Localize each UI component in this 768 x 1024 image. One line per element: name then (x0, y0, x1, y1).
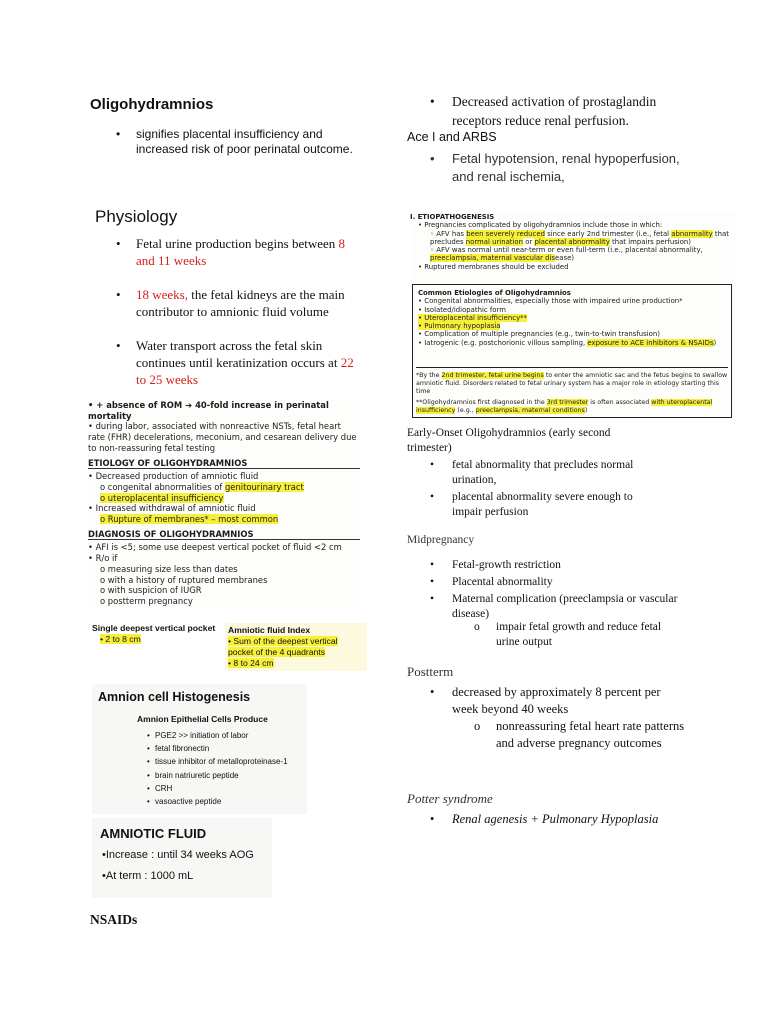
etiopathogenesis-subitem: ◦ AFV has been severely reduced since early 2nd trimester (i.e., fetal abnormality that precludes normal urination or placental abnormality that impairs perfusion) (430, 229, 729, 246)
midpregnancy-heading: Midpregnancy (407, 534, 475, 546)
subitem-text: impair fetal growth and reduce fetal urine output (496, 621, 662, 648)
list-item: • 18 weeks, the fetal kidneys are the main contributor to amnionic fluid volume (116, 286, 366, 320)
list-item: • vasoactive peptide (147, 795, 288, 808)
pocket-value: • 2 to 8 cm (100, 634, 141, 644)
list-item: • Water transport across the fetal skin continues until keratinization occurs at 22 to 25 weeks (116, 337, 366, 388)
list-item: • fetal fibronectin (147, 742, 288, 755)
early-onset-list (430, 458, 660, 522)
etiology-item: • Pulmonary hypoplasia (418, 322, 501, 331)
afi-definition: • Sum of the deepest vertical pocket of the 4 quadrants (228, 636, 338, 657)
etiologies-footnotes (416, 367, 728, 415)
diagnosis-heading: DIAGNOSIS OF OLIGOHYDRAMNIOS (88, 529, 360, 541)
afi-range: • 8 to 24 cm (228, 658, 274, 668)
common-etiologies-title: Common Etiologies of Oligohydramnios (418, 289, 571, 297)
sub-bullet-marker: o (474, 621, 480, 633)
etiology-item: • Complication of multiple pregnancies (e.g., twin-to-twin transfusion) (418, 330, 660, 339)
oligohydramnios-heading: Oligohydramnios (90, 96, 214, 113)
scanned-notes-oligohydramnios (88, 400, 360, 607)
list-item: • placental abnormality severe enough to impair perfusion (430, 490, 660, 519)
list-item: • Fetal hypotension, renal hypoperfusion, and renal ischemia, (430, 150, 700, 186)
etiology-subitem: o congenital abnormalities of genitourinary tract (100, 481, 304, 492)
single-deepest-pocket (92, 623, 217, 645)
amniotic-fluid-increase: •Increase : until 34 weeks AOG (102, 849, 254, 861)
diagnosis-subitem: o measuring size less than dates (100, 563, 238, 574)
etiology-item: • Uteroplacental insufficiency** (418, 313, 528, 322)
midpregnancy-list (430, 558, 680, 624)
list-item: • Renal agenesis + Pulmonary Hypoplasia (430, 811, 680, 827)
labor-association-line: • during labor, associated with nonreactive NSTs, fetal heart rate (FHR) decelerations, meconium, and cesarean delivery due to non-reassuring fetal testing (88, 421, 357, 453)
etiopathogenesis-item: • Ruptured membranes should be excluded (418, 262, 569, 271)
amnion-subheading: Amnion Epithelial Cells Produce (137, 714, 268, 724)
common-etiologies-box (412, 284, 732, 418)
etiology-item: • Increased withdrawal of amniotic fluid (88, 503, 256, 514)
subitem-text: nonreassuring fetal heart rate patterns and adverse pregnancy outcomes (496, 719, 685, 750)
postterm-list (430, 684, 690, 718)
list-item: • Fetal urine production begins between 8 and 11 weeks (116, 235, 366, 269)
scanned-etiopathogenesis (410, 213, 735, 423)
ace-arbs-list (430, 150, 700, 186)
rom-mortality-line: • + absence of ROM ➔ 40-fold increase in perinatal mortality (88, 400, 329, 421)
diagnosis-subitem: o with a history of ruptured membranes (100, 574, 268, 585)
list-item: • tissue inhibitor of metalloproteinase-1 (147, 755, 288, 768)
pocket-title: Single deepest vertical pocket (92, 623, 216, 633)
list-item: • decreased by approximately 8 percent per week beyond 40 weeks (430, 684, 690, 718)
afi-title: Amniotic fluid Index (228, 625, 311, 635)
amnion-products-list (147, 729, 288, 808)
sub-bullet-marker: o (474, 719, 481, 733)
list-item: • Fetal-growth restriction (430, 558, 680, 573)
midpregnancy-subitem (474, 620, 687, 650)
diagnosis-item: • AFI is <5; some use deepest vertical pocket of fluid <2 cm (88, 542, 342, 553)
ace-arbs-heading: Ace I and ARBS (407, 130, 497, 144)
prostaglandin-list (430, 93, 700, 130)
early-onset-heading: Early-Onset Oligohydramnios (early second trimester) (407, 427, 611, 454)
diagnosis-subitem: o with suspicion of IUGR (100, 585, 202, 596)
list-item: • Placental abnormality (430, 575, 680, 590)
list-item: • PGE2 >> initiation of labor (147, 729, 288, 742)
etiology-item: • Decreased production of amniotic fluid (88, 471, 259, 482)
etiology-subitem: o Rupture of membranes* – most common (100, 514, 279, 525)
amniotic-fluid-panel (92, 818, 272, 898)
postterm-heading: Postterm (407, 664, 454, 679)
amniotic-fluid-heading: AMNIOTIC FLUID (100, 826, 207, 841)
list-item: • Decreased activation of prostaglandin receptors reduce renal perfusion. (430, 93, 700, 130)
footnote: *By the 2nd trimester, fetal urine begins to enter the amniotic sac and the fetus begins to swallow amniotic fluid. Disorders related to fetal urinary system has a major role in etiology starting this time (416, 372, 728, 395)
oligohydramnios-list (116, 127, 356, 157)
etiopathogenesis-title: I. ETIOPATHOGENESIS (410, 213, 495, 221)
diagnosis-subitem: o postterm pregnancy (100, 595, 193, 606)
etiology-heading: ETIOLOGY OF OLIGOHYDRAMNIOS (88, 458, 360, 470)
postterm-subitem (474, 718, 687, 752)
etiology-item: • Isolated/idiopathic form (418, 305, 506, 314)
amnion-histogenesis-panel (92, 684, 307, 814)
diagnosis-item: • R/o if (88, 553, 118, 564)
etiology-item: • Congenital abnormalities, especially those with impaired urine production* (418, 297, 683, 306)
list-item: • fetal abnormality that precludes normal urination, (430, 458, 660, 487)
etiology-subitem: o uteroplacental insufficiency (100, 492, 224, 503)
list-item: • Maternal complication (preeclampsia or vascular disease) (430, 592, 680, 622)
footnote: **Oligohydramnios first diagnosed in the 3rd trimester is often associated with uteroplacental insufficiency (e.g., preeclampsia, maternal conditions) (416, 399, 713, 415)
etiology-item: • Iatrogenic (e.g. postchorionic villous sampling, exposure to ACE inhibitors & NSAIDs) (418, 338, 717, 347)
list-item: • CRH (147, 782, 288, 795)
amniotic-fluid-index (225, 623, 367, 671)
etiopathogenesis-item: • Pregnancies complicated by oligohydramnios include those in which: (418, 221, 663, 230)
etiopathogenesis-subitem: ◦ AFV was normal until near-term or even full-term (i.e., placental abnormality, preeclampsia, maternal vascular disease) (430, 246, 703, 263)
physiology-list (116, 235, 366, 405)
list-item: • brain natriuretic peptide (147, 769, 288, 782)
amniotic-fluid-at-term: •At term : 1000 mL (102, 870, 194, 882)
nsaids-heading: NSAIDs (90, 912, 138, 927)
potter-syndrome-list (430, 811, 680, 827)
potter-syndrome-heading: Potter syndrome (407, 791, 493, 806)
list-item: • signifies placental insufficiency and increased risk of poor perinatal outcome. (116, 127, 356, 157)
physiology-heading: Physiology (95, 207, 178, 226)
amnion-heading: Amnion cell Histogenesis (98, 690, 251, 704)
